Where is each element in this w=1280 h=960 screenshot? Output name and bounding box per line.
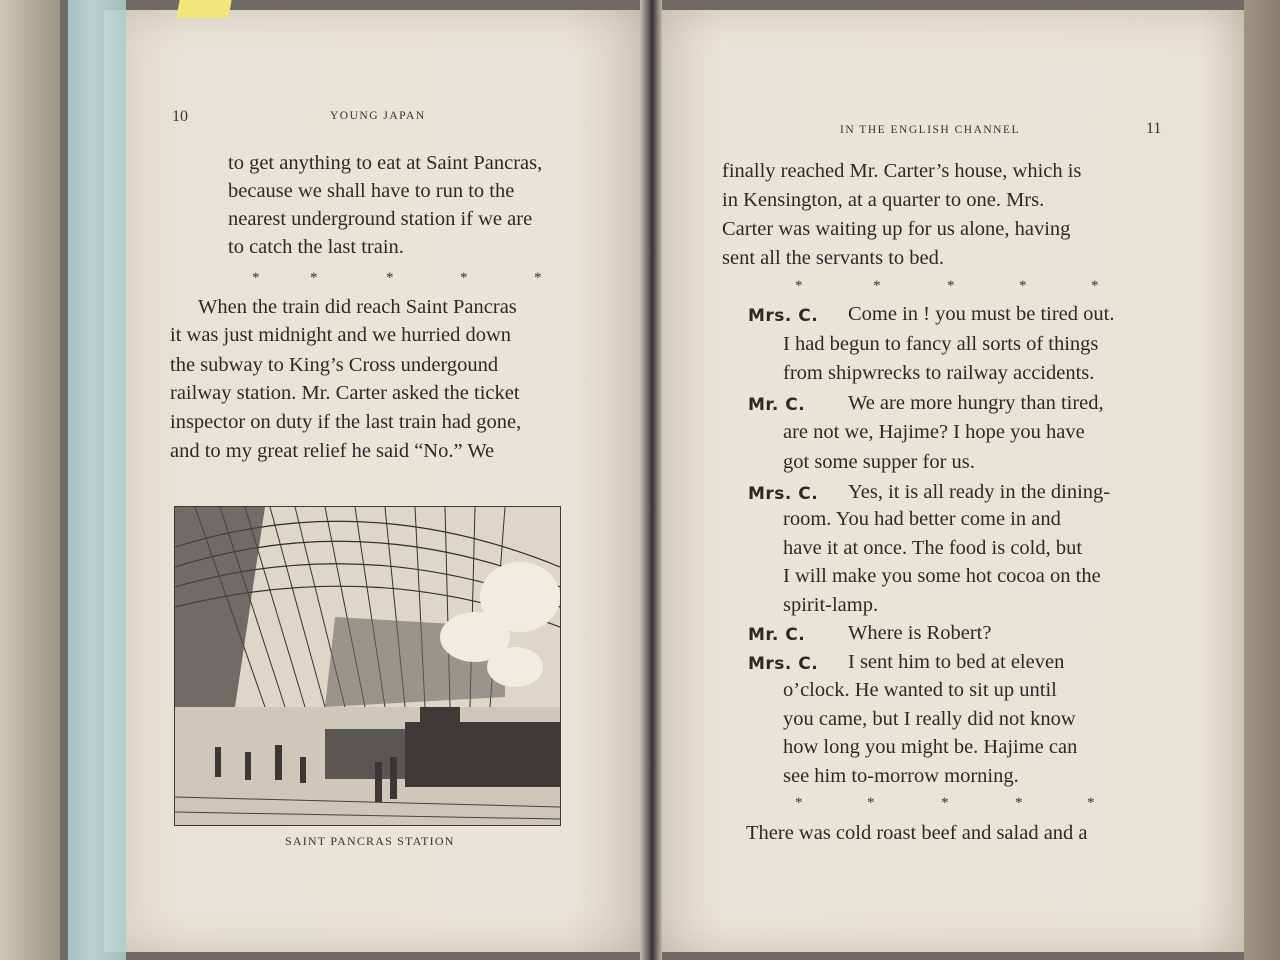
text-line: Carter was waiting up for us alone, having: [722, 218, 1071, 240]
dialogue-line: Come in ! you must be tired out.: [848, 303, 1115, 325]
dialogue-line: spirit-lamp.: [783, 594, 879, 616]
dialogue-line: room. You had better come in and: [783, 508, 1061, 530]
star: *: [947, 278, 955, 294]
illustration-caption: SAINT PANCRAS STATION: [285, 834, 455, 848]
star: *: [1087, 795, 1095, 811]
text-line: There was cold roast beef and salad and a: [746, 822, 1088, 844]
dialogue-line: have it at once. The food is cold, but: [783, 537, 1083, 559]
dialogue-line: see him to-morrow morning.: [783, 765, 1019, 787]
book-gutter: [640, 0, 662, 960]
speaker-label: Mrs. C.: [748, 484, 819, 504]
dialogue-line: I will make you some hot cocoa on the: [783, 565, 1101, 587]
star: *: [1015, 795, 1023, 811]
star: *: [1019, 278, 1027, 294]
speaker-label: Mr. C.: [748, 395, 806, 415]
star: *: [795, 795, 803, 811]
star: *: [534, 270, 542, 286]
dialogue-line: Where is Robert?: [848, 622, 992, 644]
speaker-label: Mrs. C.: [748, 654, 819, 674]
dialogue-line: are not we, Hajime? I hope you have: [783, 421, 1085, 443]
page-number-left: 10: [172, 108, 188, 125]
text-line: sent all the servants to bed.: [722, 247, 945, 269]
sticky-note: [176, 0, 231, 18]
text-line: it was just midnight and we hurried down: [170, 324, 512, 346]
text-line: in Kensington, at a quarter to one. Mrs.: [722, 189, 1045, 211]
star: *: [795, 278, 803, 294]
dialogue-line: o’clock. He wanted to sit up until: [783, 679, 1057, 701]
star: *: [386, 270, 394, 286]
text-line: and to my great relief he said “No.” We: [170, 440, 495, 462]
dialogue-line: you came, but I really did not know: [783, 708, 1076, 730]
text-line: to catch the last train.: [228, 236, 404, 258]
speaker-label: Mrs. C.: [748, 306, 819, 326]
dialogue-line: from shipwrecks to railway accidents.: [783, 362, 1095, 384]
star: *: [252, 270, 260, 286]
star: *: [310, 270, 318, 286]
text-line: because we shall have to run to the: [228, 180, 515, 202]
dialogue-line: how long you might be. Hajime can: [783, 736, 1078, 758]
section-break-right-2: [795, 795, 1095, 815]
dialogue-line: We are more hungry than tired,: [848, 392, 1104, 414]
dialogue-line: I sent him to bed at eleven: [848, 651, 1065, 673]
running-head-right: IN THE ENGLISH CHANNEL: [840, 124, 1021, 136]
running-head-left: YOUNG JAPAN: [330, 110, 426, 122]
section-break-right: [795, 278, 1125, 298]
dialogue-line: got some supper for us.: [783, 451, 975, 473]
star: *: [460, 270, 468, 286]
book-cover-left: [0, 0, 60, 960]
saint-pancras-engraving: [174, 506, 561, 826]
star: *: [1091, 278, 1099, 294]
star: *: [867, 795, 875, 811]
ribbon-bookmark: [68, 0, 126, 960]
star: *: [873, 278, 881, 294]
dialogue-line: Yes, it is all ready in the dining-: [848, 481, 1111, 503]
star: *: [941, 795, 949, 811]
text-line: When the train did reach Saint Pancras: [198, 296, 517, 318]
book-cover-right: [1244, 0, 1280, 960]
speaker-label: Mr. C.: [748, 625, 806, 645]
section-break-left: [252, 270, 552, 290]
text-line: inspector on duty if the last train had gone,: [170, 411, 522, 433]
text-line: railway station. Mr. Carter asked the ticket: [170, 382, 520, 404]
text-line: finally reached Mr. Carter’s house, which is: [722, 160, 1082, 182]
dialogue-line: I had begun to fancy all sorts of things: [783, 333, 1099, 355]
text-line: the subway to King’s Cross undergound: [170, 354, 499, 376]
text-line: nearest underground station if we are: [228, 208, 533, 230]
page-number-right: 11: [1146, 120, 1162, 137]
text-line: to get anything to eat at Saint Pancras,: [228, 152, 543, 174]
